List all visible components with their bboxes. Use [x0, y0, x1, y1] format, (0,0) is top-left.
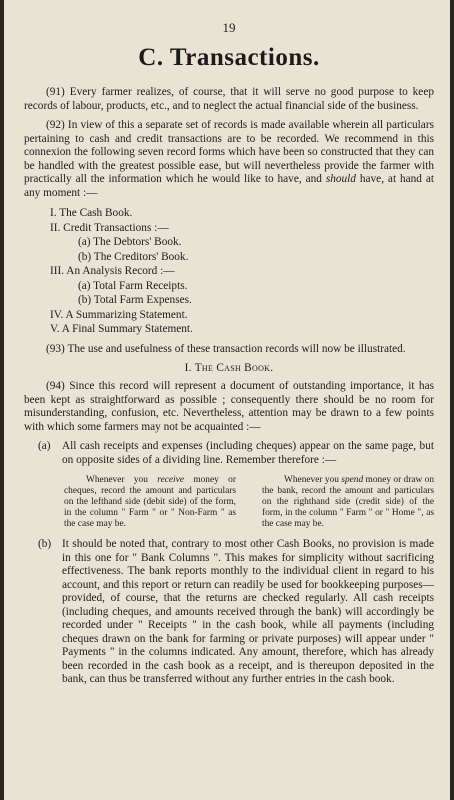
point-a-text: All cash receipts and expenses (including cheques) appear on the same page, but on opposite sides of a dividing line. Remember therefore :—: [62, 440, 434, 466]
list-item: (a) The Debtors' Book.: [78, 236, 182, 248]
credit-note-pre: Whenever you: [284, 475, 339, 485]
debit-note-pre: Whenever you: [86, 475, 148, 485]
record-forms-list: [24, 206, 434, 337]
debit-credit-columns: [64, 475, 434, 530]
section-heading: I. The Cash Book.: [184, 362, 274, 374]
list-item: III. An Analysis Record :—: [50, 265, 175, 277]
document-page: [4, 0, 450, 800]
point-a-marker: (a): [38, 440, 51, 452]
paragraph-93: (93) The use and usefulness of these transaction records will now be illustrated.: [46, 342, 406, 355]
list-item: (b) The Creditors' Book.: [78, 250, 189, 263]
list-item: V. A Final Summary Statement.: [50, 323, 193, 335]
point-b-marker: (b): [38, 538, 52, 550]
debit-note-post: money or cheques, record the amount and particulars on the lefthand side (debit side) of the form, in the column " Farm " or " Non-Farm " as the case may be.: [64, 475, 236, 529]
paragraph-92-emphasis: should: [325, 173, 356, 185]
paragraph-91: (91) Every farmer realizes, of course, that it will serve no good purpose to keep records of labour, products, etc., and to neglect the actual financial side of the business.: [24, 86, 434, 112]
debit-note-emphasis: receive: [157, 475, 184, 485]
list-item: I. The Cash Book.: [50, 207, 133, 219]
paragraph-92-text: (92) In view of this a separate set of records is made available wherein all particulars pertaining to cash and credit transactions are to be recorded. We recommend in this connexion the following seven record forms which have been so constructed that they can be handled with the greatest possible ease, but will nevertheless provide the farmer with practically all the information which he would like to have, and: [24, 119, 434, 185]
point-b: [24, 538, 434, 687]
paragraph-94: (94) Since this record will represent a document of outstanding importance, it has been kept as straightforward as possible ; consequently there should be no room for misunderstanding, confusion, etc. Nevertheless, attention may be drawn to a few points with which some farmers may not be acquainted :—: [24, 380, 434, 433]
page-title: C. Transactions.: [138, 44, 320, 71]
paragraph-92: [24, 119, 434, 200]
credit-note-emphasis: spend: [341, 475, 364, 485]
list-item: (b) Total Farm Expenses.: [78, 294, 192, 306]
list-item: II. Credit Transactions :—: [50, 221, 169, 234]
point-a: [24, 440, 434, 467]
paragraph-92-end: have, at hand at any moment :—: [24, 173, 435, 199]
credit-side-note: [262, 475, 434, 530]
credit-note-post: money or draw on the bank, record the amount and particulars on the righthand side (credit side) of the form, in the column " Farm " or " Home ", as the case may be.: [262, 475, 435, 529]
list-item: IV. A Summarizing Statement.: [50, 308, 188, 321]
page-number: 19: [222, 20, 236, 35]
point-b-text: It should be noted that, contrary to most other Cash Books, no provision is made in this one for " Bank Columns ". This makes for simplicity without sacrificing effectiveness. The bank reports monthly to the individual client in regard to his account, and this report or return can readily be used for bookkeeping purposes—provided, of course, that the returns are checked regularly. All cash receipts (including cheques, and amounts received through the bank) will accordingly be recorded under " Receipts " in the cash book, while all payments (including cheques drawn on the bank for farming or private purposes) will appear under " Payments " in the columns indicated. Any amount, therefore, which has already been recorded in the cash book as a receipt, and is thereupon deposited in the bank, can thus be transferred without any further entries in the cash book.: [62, 538, 434, 685]
debit-side-note: [64, 475, 236, 530]
list-item: (a) Total Farm Receipts.: [78, 279, 188, 292]
